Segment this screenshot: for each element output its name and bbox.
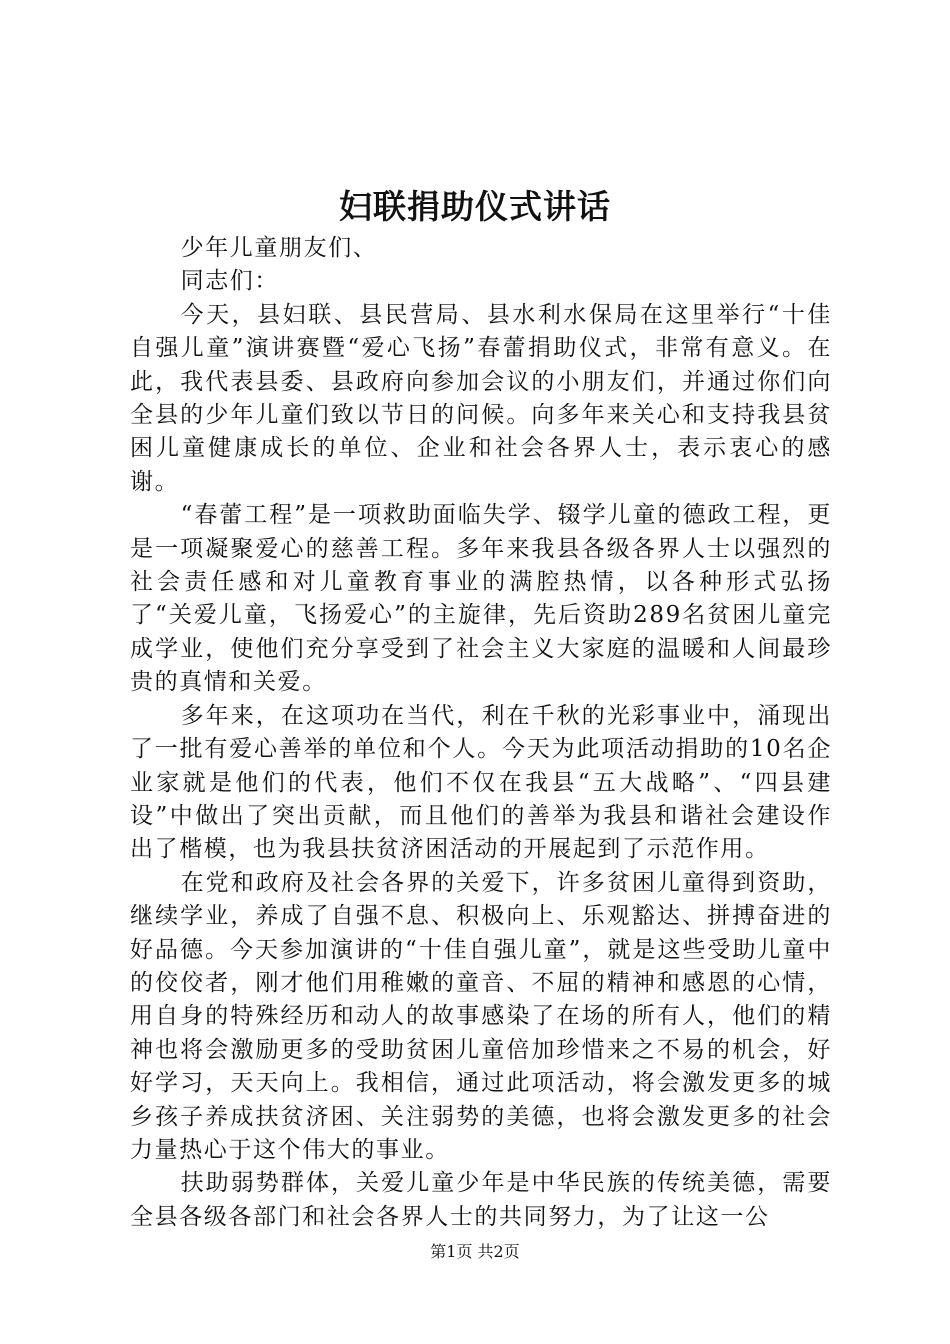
paragraph: 今天，县妇联、县民营局、县水利水保局在这里举行“十佳自强儿童”演讲赛暨“爱心飞扬”春蕾捐助仪式，非常有意义。在此，我代表县委、县政府向参加会议的小朋友们，并通过你们向全县的少年儿童们致以节日的问候。向多年来关心和支持我县贫困儿童健康成长的单位、企业和社会各界人士，表示衷心的感谢。 (130, 301, 832, 495)
page-footer: 第1页 共2页 (430, 1242, 520, 1261)
paragraph: 在党和政府及社会各界的关爱下，许多贫困儿童得到资助，继续学业，养成了自强不息、积极向上、乐观豁达、拼搏奋进的好品德。今天参加演讲的“十佳自强儿童”，就是这些受助儿童中的佼佼者，刚才他们用稚嫩的童音、不屈的精神和感恩的心情，用自身的特殊经历和动人的故事感染了在场的所有人，他们的精神也将会激励更多的受助贫困儿童倍加珍惜来之不易的机会，好好学习，天天向上。我相信，通过此项活动，将会激发更多的城乡孩子养成扶贫济困、关注弱势的美德，也将会激发更多的社会力量热心于这个伟大的事业。 (130, 869, 832, 1163)
page-title: 妇联捐助仪式讲话 (339, 187, 611, 226)
paragraph: 扶助弱势群体，关爱儿童少年是中华民族的传统美德，需要全县各级各部门和社会各界人士的共同努力，为了让这一公 (130, 1170, 832, 1230)
salutation-line: 少年儿童朋友们、 (180, 235, 378, 261)
paragraph: “春蕾工程”是一项救助面临失学、辍学儿童的德政工程，更是一项凝聚爱心的慈善工程。多年来我县各级各界人士以强烈的社会责任感和对儿童教育事业的满腔热情，以各种形式弘扬了“关爱儿童，飞扬爱心”的主旋律，先后资助289名贫困儿童完成学业，使他们充分享受到了社会主义大家庭的温暖和人间最珍贵的真情和关爱。 (130, 502, 832, 696)
paragraph: 多年来，在这项功在当代，利在千秋的光彩事业中，涌现出了一批有爱心善举的单位和个人。今天为此项活动捐助的10名企业家就是他们的代表，他们不仅在我县“五大战略”、“四县建设”中做出了突出贡献，而且他们的善举为我县和谐社会建设作出了楷模，也为我县扶贫济困活动的开展起到了示范作用。 (130, 702, 832, 863)
document-body (130, 232, 832, 1234)
salutation-line: 同志们： (180, 268, 279, 295)
